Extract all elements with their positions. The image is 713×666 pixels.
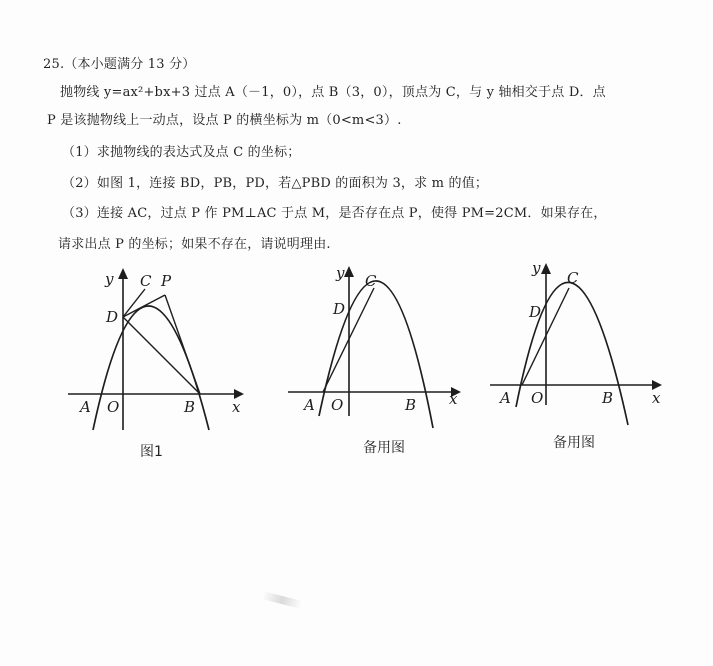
problem-header: 25.（本小题满分 13 分） xyxy=(43,57,196,72)
question-2: （2）如图 1，连接 BD，PB，PD，若△PBD 的面积为 3，求 m 的值； xyxy=(62,176,489,191)
label-y: y xyxy=(336,264,345,282)
label-x: x xyxy=(449,390,458,408)
label-A: A xyxy=(500,389,511,407)
question-3-continued: 请求出点 P 的坐标；如果不存在，请说明理由. xyxy=(58,237,331,252)
question-3: （3）连接 AC，过点 P 作 PM⊥AC 于点 M，是否存在点 P，使得 PM=2CM．如果存在， xyxy=(62,206,607,221)
figure-3-caption: 备用图 xyxy=(553,435,595,451)
label-A: A xyxy=(304,396,315,414)
y-axis-arrow xyxy=(344,266,354,277)
label-O: O xyxy=(331,396,344,414)
problem-statement-line-1: 抛物线 y=ax²+bx+3 过点 A（－1，0），点 B（3，0），顶点为 C，与 y 轴相交于点 D．点 xyxy=(60,85,606,100)
label-B: B xyxy=(405,396,417,414)
figure-3 xyxy=(486,255,686,430)
y-axis-arrow xyxy=(541,263,551,274)
segment-DB xyxy=(123,317,200,394)
figure-2-caption: 备用图 xyxy=(363,440,405,456)
segment-DP xyxy=(123,295,165,317)
figure-1-caption: 图1 xyxy=(140,444,163,460)
label-y: y xyxy=(532,259,541,277)
label-P: P xyxy=(161,272,172,290)
figure-1 xyxy=(60,262,260,437)
scan-smudge xyxy=(262,591,303,608)
label-C: C xyxy=(365,272,377,290)
label-O: O xyxy=(107,398,120,416)
label-D: D xyxy=(529,303,542,321)
label-C: C xyxy=(567,269,579,287)
label-A: A xyxy=(80,398,91,416)
label-C: C xyxy=(140,272,152,290)
label-B: B xyxy=(602,389,614,407)
label-x: x xyxy=(232,398,241,416)
figure-2 xyxy=(283,258,483,433)
label-D: D xyxy=(106,308,119,326)
label-B: B xyxy=(184,398,196,416)
segment-PB xyxy=(165,295,200,394)
problem-statement-line-2: P 是该抛物线上一动点，设点 P 的横坐标为 m（0<m<3）. xyxy=(47,113,402,128)
label-O: O xyxy=(531,389,544,407)
label-x: x xyxy=(652,389,661,407)
question-1: （1）求抛物线的表达式及点 C 的坐标； xyxy=(62,145,301,160)
label-y: y xyxy=(105,270,114,288)
y-axis-arrow xyxy=(118,268,128,279)
label-D: D xyxy=(333,300,346,318)
